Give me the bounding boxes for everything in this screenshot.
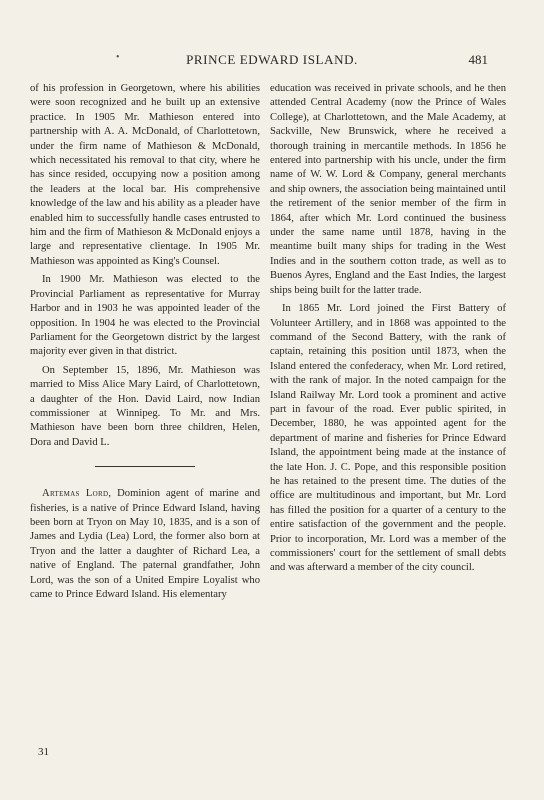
page-number: 481: [468, 52, 488, 67]
subject-name: Artemas Lord,: [42, 488, 112, 500]
paragraph: On September 15, 1896, Mr. Mathieson was married to Miss Alice Mary Laird, of Charlottetown, a daughter of the Hon. David Laird, now Indian commissioner at Winnipeg. To Mr. and Mrs. Mathieson have been born three children, Helen, Dora and David L.: [30, 364, 260, 448]
biography-opening: [30, 487, 260, 602]
running-title: PRINCE EDWARD ISLAND.: [186, 52, 358, 67]
paragraph: of his profession in Georgetown, where his abilities were soon recognized and he built up an extensive practice. In 1905 Mr. Mathieson entered into partnership with A. A. McDonald, of Charlottetown, under the firm name of Mathieson & McDonald, which necessitated his removal to that city, where he has since resided, occupying now a position among the leaders at the local bar. His comprehensive knowledge of the law and his ability as a pleader have enabled him to successfully handle cases entrusted to him and the firm of Mathieson & McDonald enjoys a large and representative clientage. In 1905 Mr. Mathieson was appointed as King's Counsel.: [30, 83, 260, 267]
left-column: [30, 82, 260, 602]
paragraph-text: Dominion agent of marine and fisheries, is a native of Prince Edward Island, having been born at Tryon on May 10, 1835, and is a son of James and Lydia (Lea) Lord, the former also born at Tryon and the latter a daughter of Richard Lea, a native of England. The paternal grandfather, John Lord, was the son of a United Empire Loyalist who came to Prince Edward Island. His elementary: [30, 488, 260, 600]
signature-mark: 31: [38, 746, 49, 758]
header-dot: •: [116, 52, 120, 63]
paragraph: education was received in private schools, and he then attended Central Academy (now the Prince of Wales College), at Charlottetown, and the Male Academy, at Sackville, New Brunswick, where he received a thorough training in mercantile methods. In 1856 he entered into partnership with his uncle, under the firm name of W. W. Lord & Company, general merchants and ship owners, the association being maintained until the retirement of the senior member of the firm in 1864, after which Mr. Lord continued the business under the same name until 1878, having in the meantime built many ships for trading in the West Indies and in the southern cotton trade, as well as to Buenos Ayres, England and the East Indies, the largest ships being built for the latter trade.: [270, 83, 506, 296]
running-header: [0, 52, 544, 72]
paragraph: In 1865 Mr. Lord joined the First Battery of Volunteer Artillery, and in 1868 was appointed to the command of the Second Battery, with the rank of captain, retaining this position until 1873, when the Island entered the confederacy, when Mr. Lord retired, with the rank of major. In the noted campaign for the Island Railway Mr. Lord took a prominent and active part in favour of the road. Ever public spirited, in December, 1880, he was appointed agent for the department of marine and fisheries for Prince Edward Island, the appointment being made at the instance of the late Hon. J. C. Pope, and this responsible position he has retained to the present time. The duties of the office are multitudinous and important, but Mr. Lord has filled the position for a quarter of a century to the entire satisfaction of the government and the people. Prior to incorporation, Mr. Lord was a member of the commissioners' court for the settlement of small debts and was afterward a member of the city council.: [270, 303, 506, 574]
paragraph: In 1900 Mr. Mathieson was elected to the Provincial Parliament as representative for Murray Harbor and in 1903 he was appointed leader of the opposition. In 1904 he was elected to the Provincial Parliament for the Georgetown district by the largest majority ever given in that district.: [30, 274, 260, 358]
section-divider: [95, 466, 195, 467]
right-column: [270, 82, 506, 576]
